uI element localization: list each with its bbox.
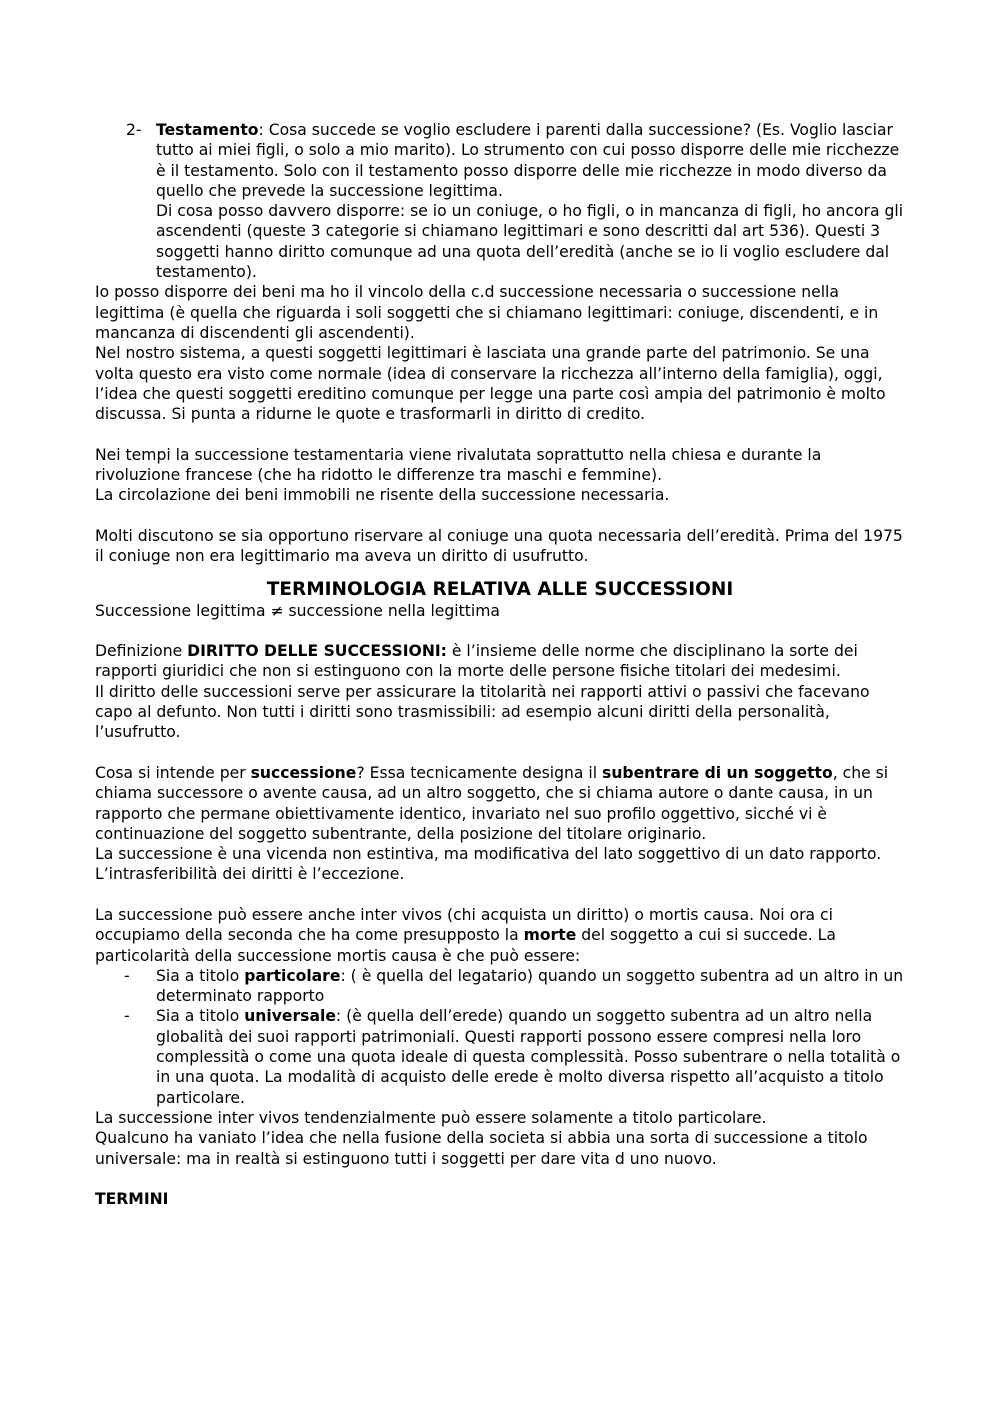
paragraph-fusione: Qualcuno ha vaniato l’idea che nella fusione della societa si abbia una sorta di successione a titolo universale: ma in realtà si estinguono tutti i soggetti per dare vita d uno nuovo.: [95, 1129, 868, 1168]
particolare-term: particolare: [244, 966, 341, 985]
successione-prefix: Cosa si intende per: [95, 763, 251, 782]
paragraph-vincolo: Io posso disporre dei beni ma ho il vincolo della c.d successione necessaria o successione nella legittima (è quella che riguarda i soli soggetti che si chiamano legittimari: coniuge, discendenti, e in mancanza di discendenti gli ascendenti).: [95, 283, 879, 342]
document-body: [95, 120, 910, 1209]
testamento-paragraph-2: Di cosa posso davvero disporre: se io un coniuge, o ho figli, o in mancanza di figli, ho ancora gli ascendenti (queste 3 categorie si chiamano legittimari e sono descritti dal art 536). Questi 3 soggetti hanno diritto comunque ad una quota dell’eredità (anche se io li voglio escludere dal testamento).: [156, 202, 904, 282]
paragraph-definizione: [95, 641, 910, 682]
paragraph-inter-vivos: La successione inter vivos tendenzialmente può essere solamente a titolo particolare.: [95, 1108, 767, 1127]
paragraph-storia: Nei tempi la successione testamentaria viene rivalutata soprattutto nella chiesa e durante la rivoluzione francese (che ha ridotto le differenze tra maschi e femmine).: [95, 445, 822, 485]
paragraph-successione: [95, 763, 910, 844]
definition-text: è l’insieme delle norme che disciplinano la sorte dei rapporti giuridici che non si estinguono con la morte delle persone fisiche titolari dei medesimi.: [95, 642, 858, 681]
dash-bullet: -: [124, 1007, 130, 1026]
list-text: : ( è quella del legatario) quando un soggetto subentra ad un altro in un determinato rapporto: [156, 966, 904, 1006]
list-item-universale: [95, 1006, 910, 1107]
subentrare-term: subentrare di un soggetto: [602, 763, 833, 782]
list-prefix: Sia a titolo: [156, 966, 245, 985]
mortis-text: del soggetto a cui si succede. La particolarità della successione mortis causa è che può essere:: [95, 926, 836, 965]
section-heading: TERMINOLOGIA RELATIVA ALLE SUCCESSIONI: [266, 578, 734, 600]
item-number: 2-: [126, 121, 142, 139]
definition-term: DIRITTO DELLE SUCCESSIONI:: [187, 642, 447, 661]
list-prefix: Sia a titolo: [156, 1007, 245, 1026]
paragraph-mortis-causa: [95, 905, 910, 966]
paragraph-sistema: Nel nostro sistema, a questi soggetti legittimari è lasciata una grande parte del patrimonio. Se una volta questo era visto come normale (idea di conservare la ricchezza all’interno della famiglia), oggi, l’idea che questi soggetti ereditino comunque per legge una parte così ampia del patrimonio è molto discussa. Si punta a ridurne le quote e trasformarli in diritto di credito.: [95, 344, 886, 424]
list-item-text: [156, 1006, 910, 1107]
testamento-term: Testamento: [156, 121, 259, 139]
subheading: Successione legittima ≠ successione nella legittima: [95, 601, 500, 620]
list-item-text: [156, 966, 910, 1007]
morte-term: morte: [523, 926, 577, 945]
successione-text: , che si chiama successore o avente causa, ad un altro soggetto, che si chiama autore o dante causa, in un rapporto che permane obiettivamente identico, invariato nel suo profilo oggettivo, sicché vi è continuazione del soggetto subentrante, della posizione del titolare originario.: [95, 763, 889, 843]
list-item-particolare: [95, 966, 910, 1007]
successione-term: successione: [250, 763, 357, 782]
paragraph-diritto: Il diritto delle successioni serve per assicurare la titolarità nei rapporti attivi o passivi che facevano capo al defunto. Non tutti i diritti sono trasmissibili: ad esempio alcuni diritti della personalità, l’usufrutto.: [95, 682, 870, 742]
testamento-paragraph: [156, 120, 910, 201]
paragraph-coniuge: Molti discutono se sia opportuno riservare al coniuge una quota necessaria dell’eredità. Prima del 1975 il coniuge non era legittimario ma aveva un diritto di usufrutto.: [95, 526, 903, 566]
paragraph-vicenda: La successione è una vicenda non estintiva, ma modificativa del lato soggettivo di un dato rapporto. L’intrasferibilità dei diritti è l’eccezione.: [95, 845, 882, 884]
numbered-item-testamento: [95, 120, 910, 282]
mortis-prefix: La successione può essere anche inter vivos (chi acquista un diritto) o mortis causa. Noi ora ci occupiamo della seconda che ha come presupposto la: [95, 905, 833, 945]
testamento-text: : Cosa succede se voglio escludere i parenti dalla successione? (Es. Voglio lasciar tutto ai miei figli, o solo a mio marito). Lo strumento con cui posso disporre delle mie ricchezze è il testamento. Solo con il testamento posso disporre delle mie ricchezze in modo diverso da quello che prevede la successione legittima.: [156, 121, 900, 200]
successione-mid: ? Essa tecnicamente designa il: [356, 763, 603, 782]
paragraph-circolazione: La circolazione dei beni immobili ne risente della successione necessaria.: [95, 486, 670, 505]
list-text: : (è quella dell’erede) quando un soggetto subentra ad un altro nella globalità dei suoi rapporti patrimoniali. Questi rapporti possono essere compresi nella loro complessità o come una quota ideale di questa complessità. Posso subentrare o nella totalità o in una quota. La modalità di acquisto delle erede è molto diversa rispetto all’acquisto a titolo particolare.: [156, 1007, 901, 1107]
dash-bullet: -: [124, 966, 130, 985]
terms-heading: TERMINI: [95, 1190, 169, 1209]
definition-prefix: Definizione: [95, 642, 188, 661]
universale-term: universale: [244, 1007, 336, 1026]
